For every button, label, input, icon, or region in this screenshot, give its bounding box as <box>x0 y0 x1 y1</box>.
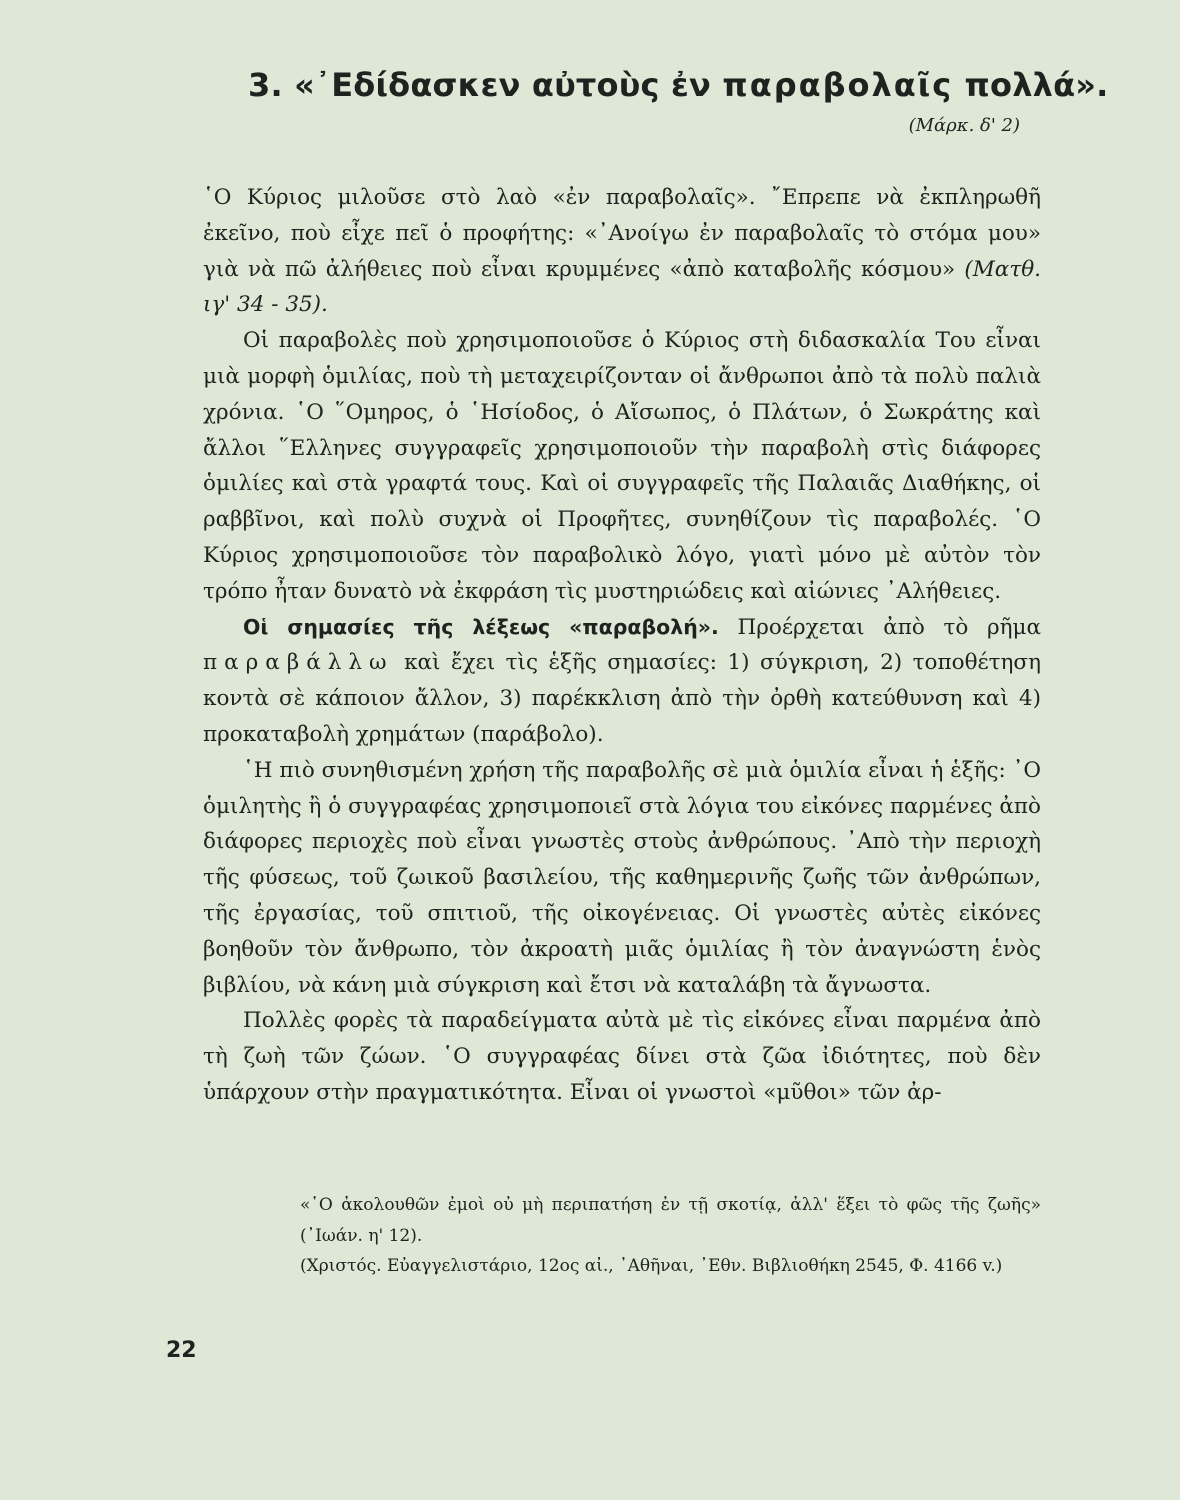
section-number: 3. <box>248 66 283 104</box>
paragraph-3 <box>203 610 1041 753</box>
section-title <box>248 66 1109 104</box>
paragraph-3-text-b: καὶ ἔχει τὶς ἑξῆς σημασίες: 1) σύγκριση, 2) τοποθέτηση κοντὰ σὲ κάποιον ἄλλον, 3) παρέκκλιση ἀπὸ τὴν ὀρθὴ κατεύθυνση καὶ 4) προκαταβολὴ χρημάτων (παράβολο). <box>203 650 1041 747</box>
paragraph-3-spaced-word: παραβάλλω <box>203 650 394 676</box>
page-number: 22 <box>166 1338 197 1363</box>
paragraph-1 <box>203 180 1041 323</box>
caption-source: (Χριστός. Εὐαγγελιστάριο, 12ος αἰ., ᾿Αθῆναι, ᾿Εθν. Βιβλιοθήκη 2545, Φ. 4166 v.) <box>300 1256 1003 1276</box>
paragraph-2: Οἱ παραβολὲς ποὺ χρησιμοποιοῦσε ὁ Κύριος στὴ διδασκαλία Του εἶναι μιὰ μορφὴ ὁμιλίας, ποὺ τὴ μεταχειρίζονταν οἱ ἄνθρωποι ἀπὸ τὰ πολὺ παλιὰ χρόνια. ῾Ο ῞Ομηρος, ὁ ῾Ησίοδος, ὁ Αἴσωπος, ὁ Πλάτων, ὁ Σωκράτης καὶ ἄλλοι ῞Ελληνες συγγραφεῖς χρησιμοποιοῦν τὴν παραβολὴ στὶς διάφορες ὁμιλίες καὶ στὰ γραφτά τους. Καὶ οἱ συγγραφεῖς τῆς Παλαιᾶς Διαθήκης, οἱ ραββῖνοι, καὶ πολὺ συχνὰ οἱ Προφῆτες, συνηθίζουν τὶς παραβολές. ῾Ο Κύριος χρησιμοποιοῦσε τὸν παραβολικὸ λόγο, γιατὶ μόνο μὲ αὐτὸν τὸν τρόπο ἦταν δυνατὸ νὰ ἐκφράση τὶς μυστηριώδεις καὶ αἰώνιες ᾿Αλήθειες. <box>203 328 1041 604</box>
title-main: «᾿Εδίδασκεν αὐτοὺς ἐν <box>294 66 712 104</box>
paragraph-1-text: ῾Ο Κύριος μιλοῦσε στὸ λαὸ «ἐν παραβολαῖς». ῎Επρεπε νὰ ἐκπληρωθῆ ἐκεῖνο, ποὺ εἶχε πεῖ ὁ προφήτης: «᾿Ανοίγω ἐν παραβολαῖς τὸ στόμα μου» γιὰ νὰ πῶ ἀλήθειες ποὺ εἶναι κρυμμένες «ἀπὸ καταβολῆς κόσμου» <box>203 185 1041 282</box>
paragraph-4: ῾Η πιὸ συνηθισμένη χρήση τῆς παραβολῆς σὲ μιὰ ὁμιλία εἶναι ἡ ἑξῆς: ᾿Ο ὁμιλητὴς ἢ ὁ συγγραφέας χρησιμοποιεῖ στὰ λόγια του εἰκόνες παρμένες ἀπὸ διάφορες περιοχὲς ποὺ εἶναι γνωστὲς στοὺς ἀνθρώπους. ᾿Απὸ τὴν περιοχὴ τῆς φύσεως, τοῦ ζωικοῦ βασιλείου, τῆς καθημερινῆς ζωῆς τῶν ἀνθρώπων, τῆς ἐργασίας, τοῦ σπιτιοῦ, τῆς οἰκογένειας. Οἱ γνωστὲς αὐτὲς εἰκόνες βοηθοῦν τὸν ἄνθρωπο, τὸν ἀκροατὴ μιᾶς ὁμιλίας ἢ τὸν ἀναγνώστη ἑνὸς βιβλίου, νὰ κάνη μιὰ σύγκριση καὶ ἔτσι νὰ καταλάβη τὰ ἄγνωστα. <box>203 757 1041 998</box>
body-text <box>203 180 1041 1111</box>
title-reference: (Μάρκ. δ' 2) <box>908 115 1020 136</box>
title-spaced-word: παραβολαῖς <box>722 66 954 104</box>
title-end: πολλά». <box>964 66 1109 104</box>
paragraph-5: Πολλὲς φορὲς τὰ παραδείγματα αὐτὰ μὲ τὶς εἰκόνες εἶναι παρμένα ἀπὸ τὴ ζωὴ τῶν ζώων. ῾Ο συγγραφέας δίνει στὰ ζῶα ἰδιότητες, ποὺ δὲν ὑπάρχουν στὴν πραγματικότητα. Εἶναι οἱ γνωστοὶ «μῦθοι» τῶν ἀρ- <box>203 1008 1041 1105</box>
paragraph-1-citation: (Ματθ. ιγ' 34 - 35). <box>203 256 1041 318</box>
image-caption <box>300 1190 1041 1282</box>
paragraph-3-text-a: Προέρχεται ἀπὸ τὸ ρῆμα <box>737 614 1041 640</box>
caption-quote: «῾Ο ἀκολουθῶν ἐμοὶ οὐ μὴ περιπατήση ἐν τῇ σκοτίᾳ, ἀλλ' ἕξει τὸ φῶς τῆς ζωῆς» (᾿Ιωάν. η' 12). <box>300 1195 1041 1246</box>
paragraph-3-heading: Οἱ σημασίες τῆς λέξεως «παραβολή». <box>243 614 719 639</box>
